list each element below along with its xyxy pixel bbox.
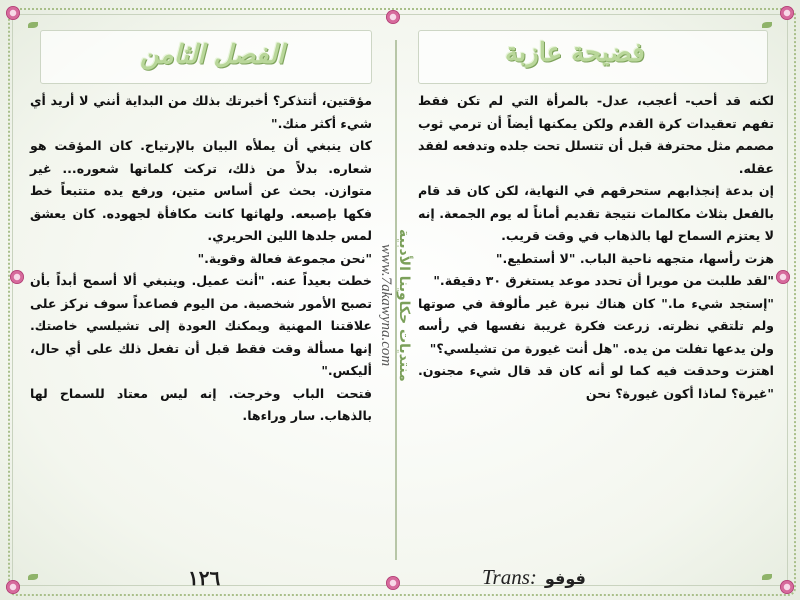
flower-ornament-icon: [778, 578, 796, 596]
leaf-ornament-icon: [762, 22, 772, 28]
paragraph: لكنه قد أحب- أعجب، عدل- بالمرأة التي لم تكن فقط تفهم تعقيدات كرة القدم ولكن يمكنها أيضاً أن ترمي ثوب مصمم مثل محترفة قبل أن تتسلل تحت جلده وتدفعه لفقد عقله.: [418, 93, 774, 176]
flower-ornament-icon: [4, 4, 22, 22]
paragraph: "إستجد شيء ما." كان هناك نبرة غير مألوفة في صوتها ولم تلتقي نظرته. زرعت فكرة غريبة نفسها في رأسه ولن يدعها تفلت من يده. "هل أنت غيورة من تشيلسي؟": [418, 295, 774, 356]
translator-name: فوفو: [544, 569, 586, 588]
site-url[interactable]: www.7akawyna.com: [378, 243, 394, 367]
leaf-ornament-icon: [28, 574, 38, 580]
flower-ornament-icon: [384, 8, 402, 26]
flower-ornament-icon: [384, 574, 402, 592]
chapter-title: الفصل الثامن: [140, 40, 285, 70]
leaf-ornament-icon: [762, 574, 772, 580]
forum-name: منتديات حكاوينا الأدبية: [396, 228, 412, 382]
paragraph: "لقد طلبت من مويرا أن تحدد موعد يستغرق ٣٠ دقيقة.": [433, 273, 774, 288]
flower-ornament-icon: [4, 578, 22, 596]
paragraph: هزت رأسها، متجهه ناحية الباب. "لا أستطيع.": [495, 250, 774, 266]
paragraph: إن بدعة إنجذابهم ستحرقهم في النهاية، لكن كان قد قام بالفعل بثلاث مكالمات نتيجة تقديم أماناً له يوم الجمعة. إنه لا يعتزم السماح لها بالذهاب في وقت قريب.: [418, 183, 774, 243]
spine-watermark: [378, 70, 412, 540]
paragraph: مؤقتين، أتتذكر؟ أخبرتك بذلك من البداية أنني لا أريد أي شيء أكثر منك.": [30, 93, 372, 131]
paragraph: اهتزت وحدقت فيه كما لو أنه كان قد قال شيء مجنون. "غيرة؟ لماذا أكون غيورة؟ نحن: [418, 363, 774, 401]
page-number: ١٢٦: [188, 566, 221, 590]
left-page-text: [30, 90, 372, 560]
flower-ornament-icon: [778, 4, 796, 22]
paragraph: خطت بعيداً عنه. "أنت عميل. وينبغي ألا أسمح أبداً بأن تصبح الأمور شخصية. من اليوم فصاعداً سوف نركز على علاقتنا المهنية ويمكنك العودة إلى تشيلسي خاصتك. إنها مسألة وقت فقط قبل أن تفعل ذلك على أي حال، أليكس.": [30, 273, 372, 378]
paragraph: كان ينبغي أن يملأه البيان بالإرتياح. كان المؤقت هو شعاره. بدلاً من ذلك، تركت كلماتها شعوره... غير متوازن. بحث عن أساس متين، ورفع يده متتبعاً خط فكها بإصبعه. ولهاثها كانت مكافأة لجهوده. كان يعشق لمس جلدها اللين الحريري.: [30, 138, 372, 243]
right-page-text: [418, 90, 774, 560]
paragraph: "نحن مجموعة فعالة وقوية.": [197, 250, 372, 266]
book-title: فضيحة عازبة: [505, 38, 645, 68]
paragraph: فتحت الباب وخرجت. إنه ليس معتاد للسماح لها بالذهاب. سار وراءها.: [30, 385, 372, 423]
trans-label: Trans:: [482, 565, 537, 589]
leaf-ornament-icon: [28, 22, 38, 28]
translator-credit: [482, 565, 586, 590]
flower-ornament-icon: [8, 268, 26, 286]
flower-ornament-icon: [774, 268, 792, 286]
